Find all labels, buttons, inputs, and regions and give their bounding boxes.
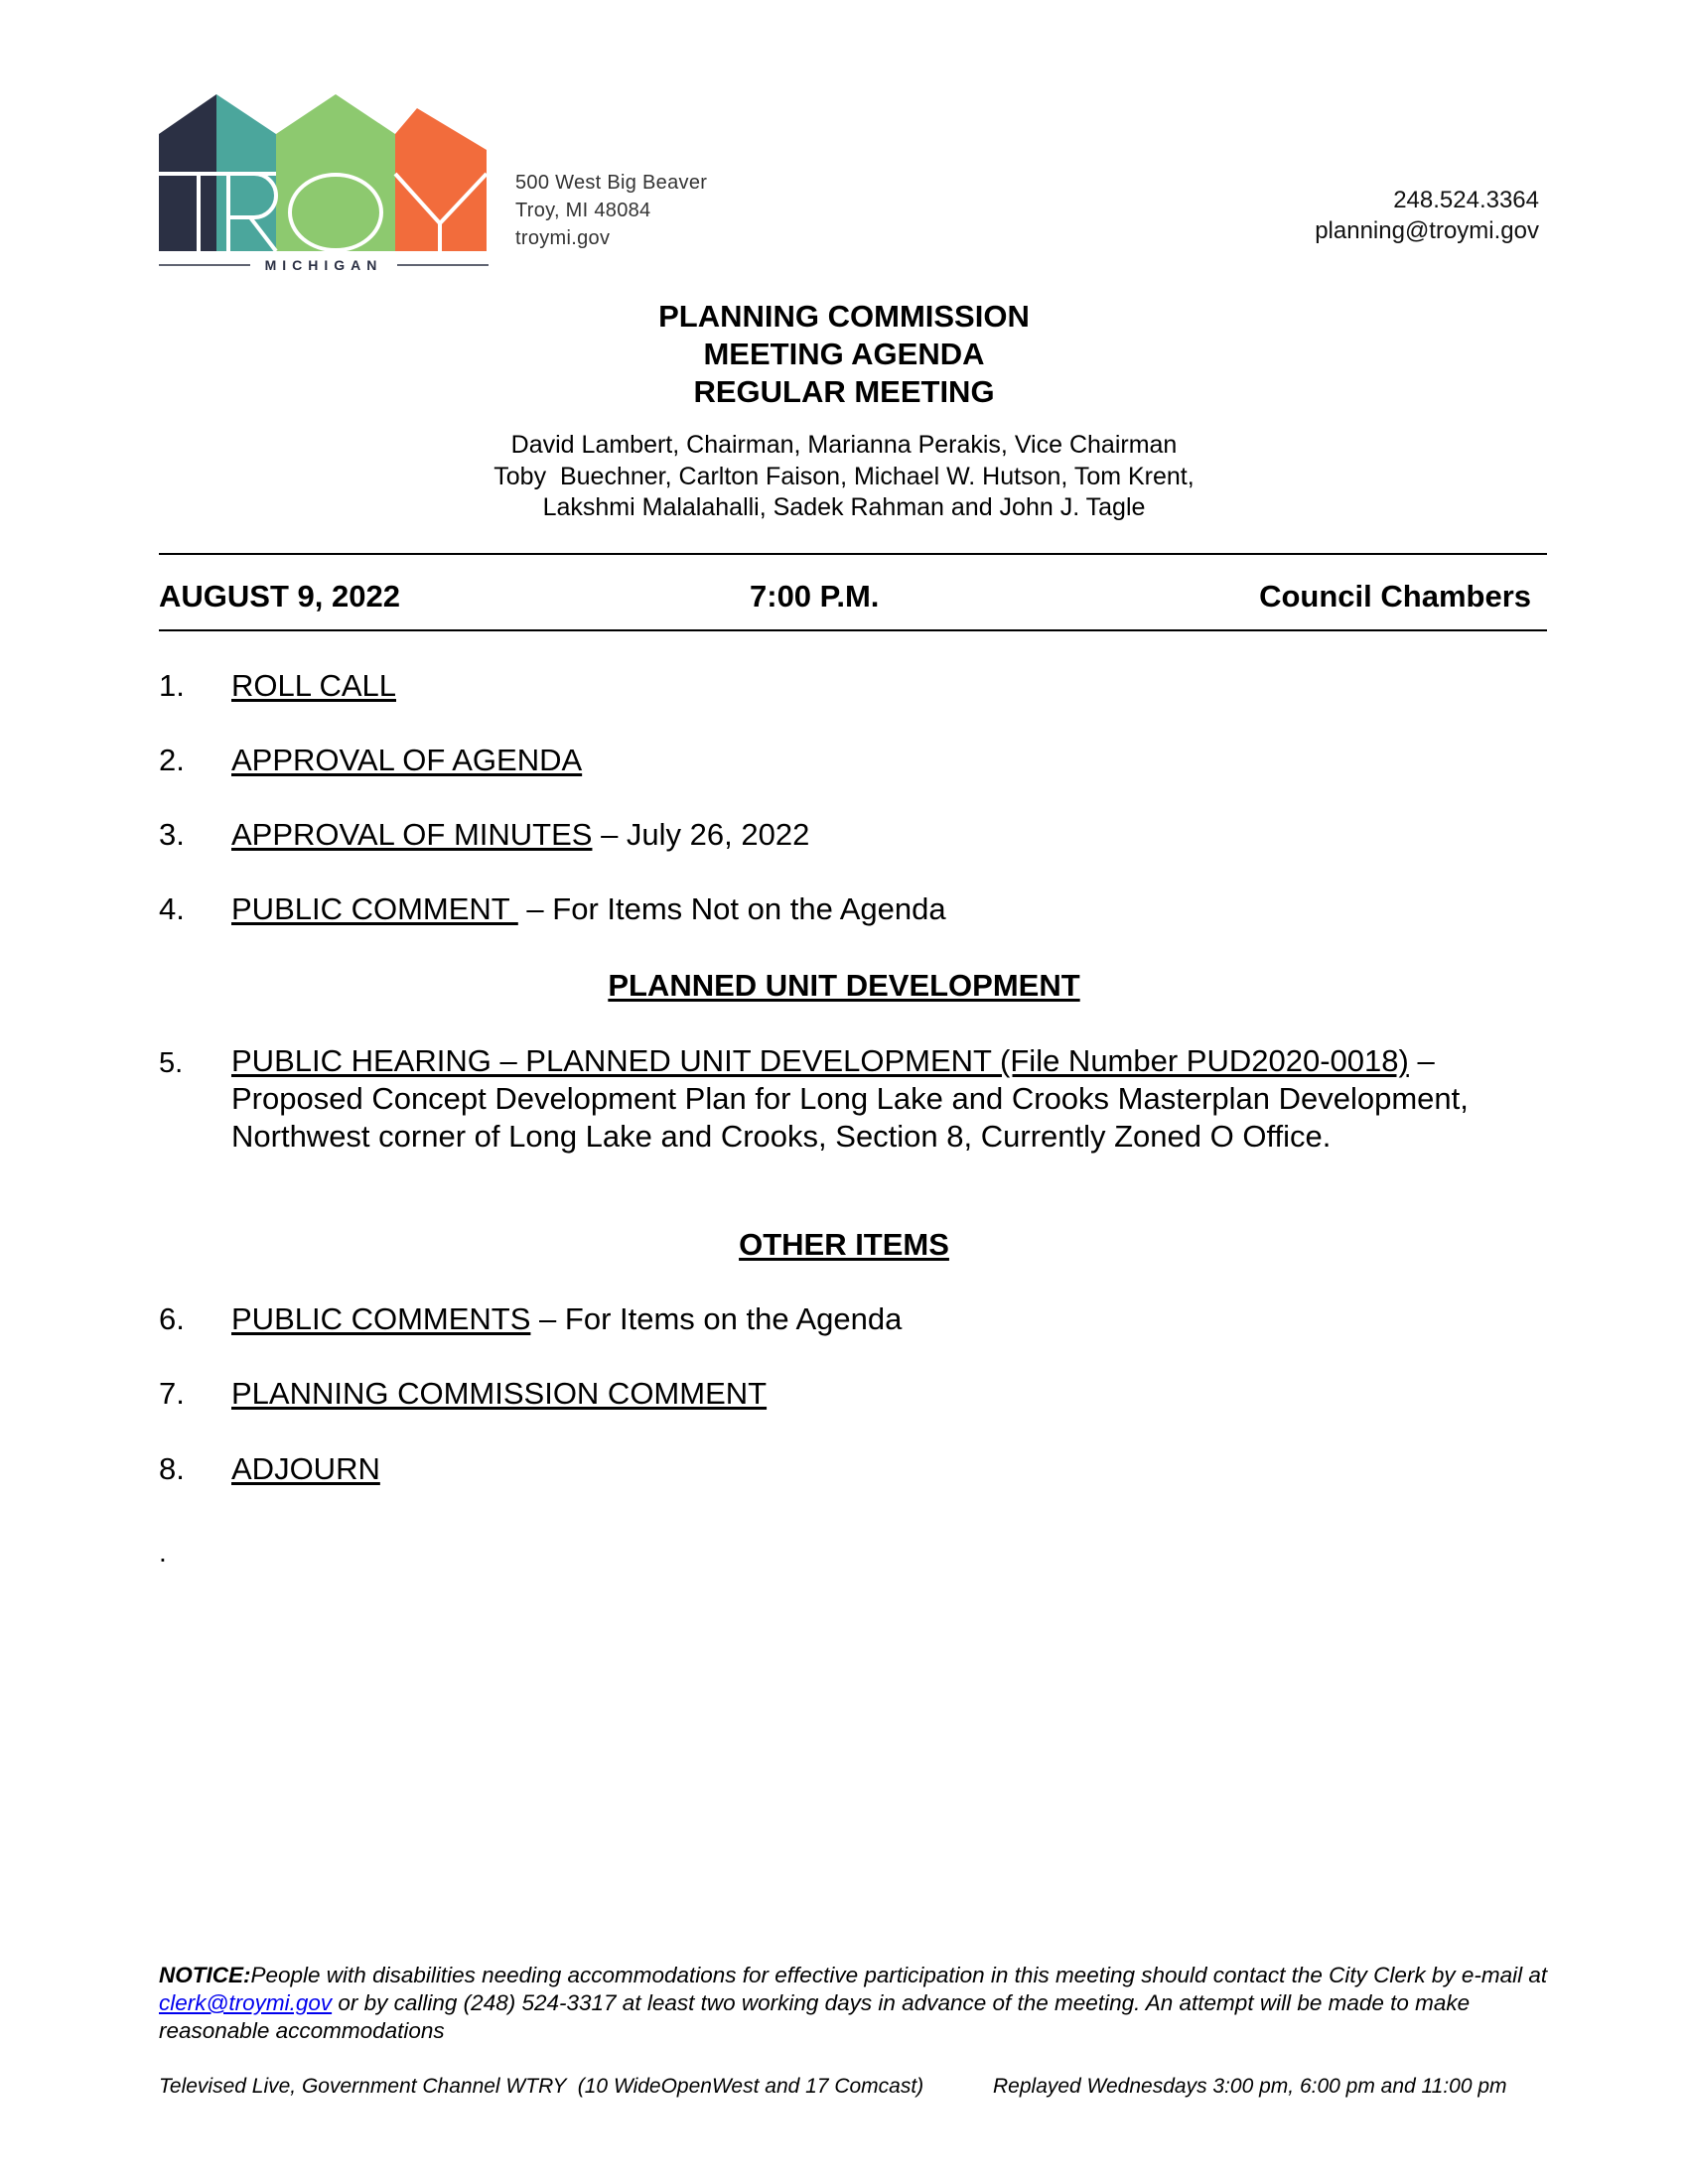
contact-block bbox=[1315, 185, 1539, 246]
item-number: 6. bbox=[159, 1301, 185, 1336]
title-line-2: MEETING AGENDA bbox=[703, 337, 985, 371]
item-number: 8. bbox=[159, 1451, 185, 1486]
members-line-1: David Lambert, Chairman, Marianna Perakis, Vice Chairman bbox=[510, 431, 1178, 459]
notice-text-2: or by calling (248) 524-3317 at least two working days in advance of the meeting. An attempt will be made to make reasonable accommodations bbox=[159, 1990, 1471, 2043]
broadcast-replay: Replayed Wednesdays 3:00 pm, 6:00 pm and 11:00 pm bbox=[993, 2075, 1507, 2098]
address-street: 500 West Big Beaver bbox=[515, 172, 708, 194]
item-number: 1. bbox=[159, 668, 185, 703]
accessibility-notice bbox=[159, 1962, 1549, 2045]
document-title bbox=[0, 298, 1688, 411]
item-title: PUBLIC COMMENTS bbox=[231, 1301, 531, 1336]
title-line-3: REGULAR MEETING bbox=[693, 374, 995, 409]
item-title: PLANNING COMMISSION COMMENT bbox=[231, 1376, 768, 1411]
item-suffix: – For Items on the Agenda bbox=[530, 1301, 903, 1336]
item-suffix: – For Items Not on the Agenda bbox=[517, 891, 946, 926]
broadcast-live: Televised Live, Government Channel WTRY (10 WideOpenWest and 17 Comcast) bbox=[159, 2075, 924, 2098]
section-heading-pud: PLANNED UNIT DEVELOPMENT bbox=[608, 968, 1080, 1003]
item-number: 3. bbox=[159, 817, 185, 852]
stray-period: . bbox=[159, 1537, 167, 1568]
item-number: 7. bbox=[159, 1376, 185, 1411]
section-heading-other: OTHER ITEMS bbox=[739, 1227, 949, 1262]
broadcast-info bbox=[159, 2075, 1549, 2099]
top-divider bbox=[159, 553, 1547, 555]
troy-michigan-logo bbox=[159, 94, 489, 273]
item-title: ADJOURN bbox=[231, 1451, 380, 1486]
item-number: 2. bbox=[159, 743, 185, 777]
address-website[interactable]: troymi.gov bbox=[515, 227, 611, 249]
item-title: PUBLIC COMMENT bbox=[231, 891, 518, 926]
logo-subtitle: MICHIGAN bbox=[264, 257, 383, 273]
members-line-2: Toby Buechner, Carlton Faison, Michael W. Hutson, Tom Krent, bbox=[493, 462, 1195, 490]
meeting-time: 7:00 P.M. bbox=[750, 579, 880, 614]
commission-members bbox=[0, 430, 1688, 524]
meeting-location: Council Chambers bbox=[1259, 579, 1531, 614]
item-title: ROLL CALL bbox=[231, 668, 396, 703]
item-number: 4. bbox=[159, 891, 185, 926]
notice-text-1: People with disabilities needing accommodations for effective participation in this meeting should contact the City Clerk by e-mail at bbox=[250, 1963, 1548, 1987]
item-title: PUBLIC HEARING – PLANNED UNIT DEVELOPMENT (File Number PUD2020-0018) bbox=[231, 1043, 1409, 1078]
item-number: 5. bbox=[159, 1047, 184, 1079]
title-line-1: PLANNING COMMISSION bbox=[658, 299, 1030, 334]
contact-email[interactable]: planning@troymi.gov bbox=[1315, 217, 1539, 244]
item-title: APPROVAL OF AGENDA bbox=[231, 743, 583, 777]
item-suffix: – July 26, 2022 bbox=[592, 817, 810, 852]
item-title: APPROVAL OF MINUTES bbox=[231, 817, 593, 852]
clerk-email-link[interactable]: clerk@troymi.gov bbox=[159, 1990, 333, 2015]
bottom-divider bbox=[159, 629, 1547, 631]
notice-label: NOTICE: bbox=[159, 1963, 251, 1987]
meeting-date: AUGUST 9, 2022 bbox=[159, 579, 400, 614]
contact-phone: 248.524.3364 bbox=[1393, 187, 1539, 213]
address-block bbox=[515, 169, 707, 252]
address-city: Troy, MI 48084 bbox=[515, 200, 651, 221]
item-suffix: – Proposed Concept Development Plan for Long Lake and Crooks Masterplan Development, Northwest corner of Long Lake and Crooks, Section 8, Currently Zoned O Office. bbox=[231, 1043, 1469, 1154]
members-line-3: Lakshmi Malalahalli, Sadek Rahman and John J. Tagle bbox=[542, 493, 1146, 521]
